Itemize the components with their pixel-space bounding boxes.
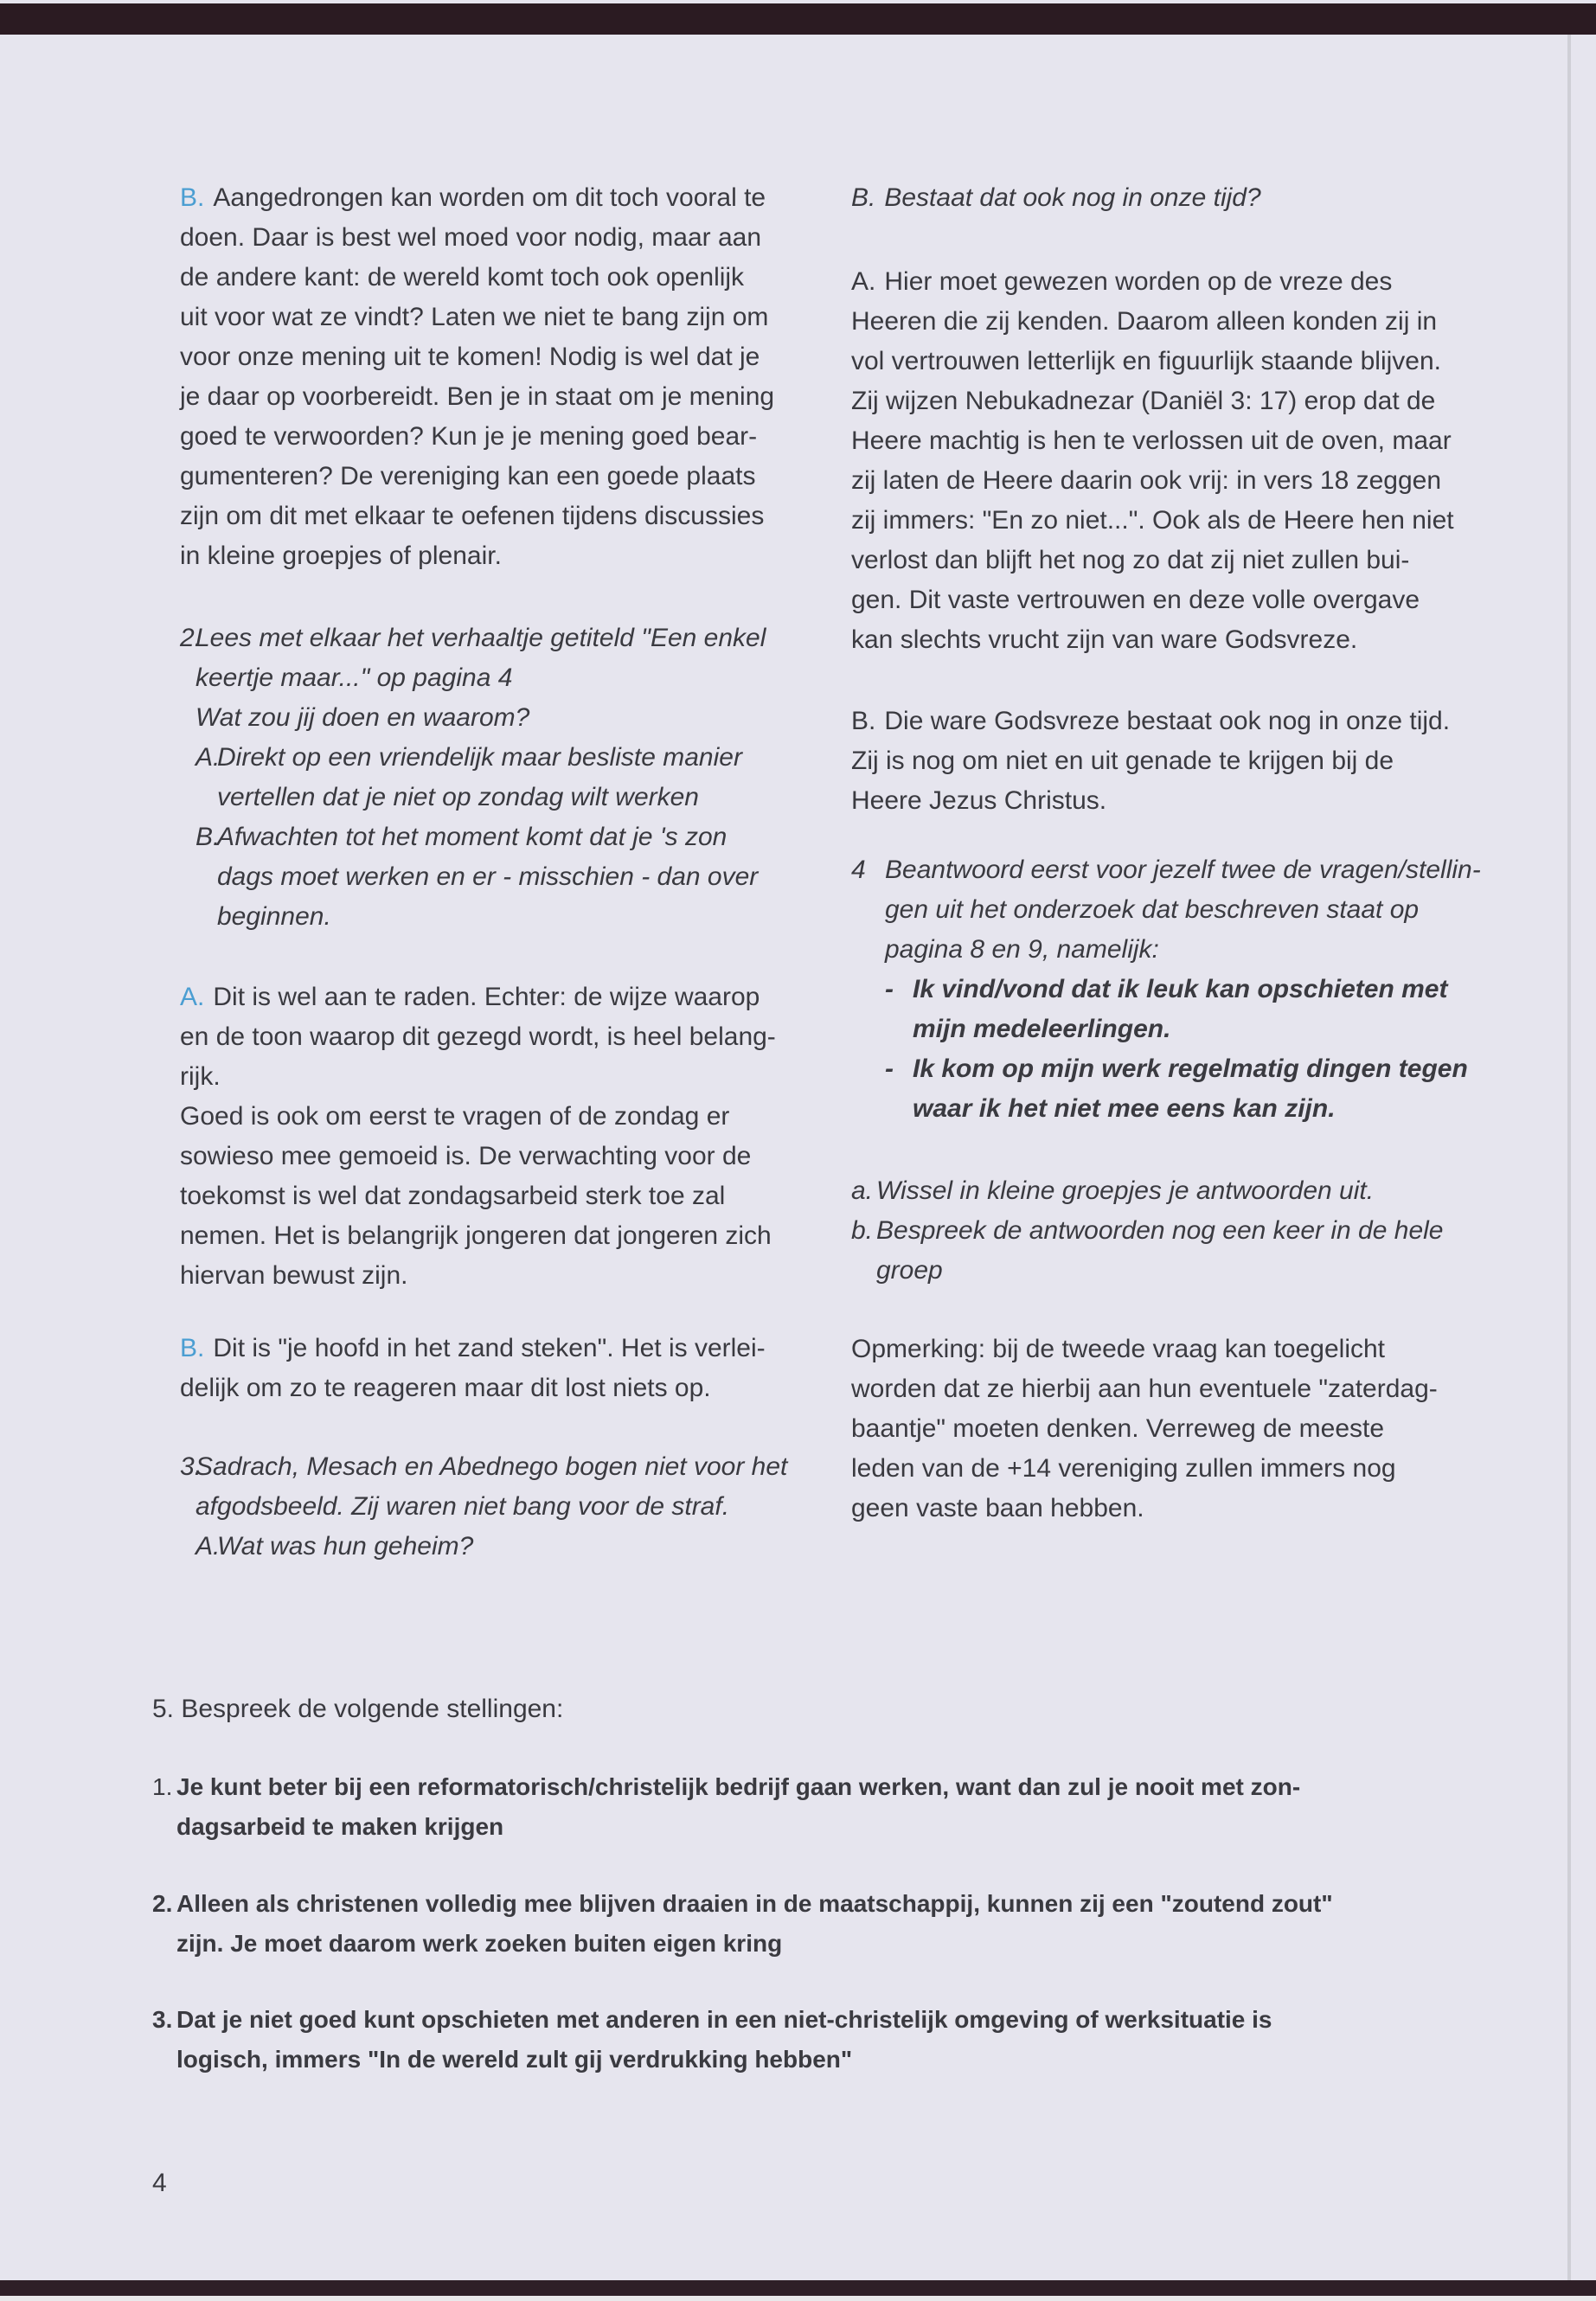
- text-item: [851, 1211, 1474, 1291]
- text-line: zijn om dit met elkaar te oefenen tijdens discussies: [180, 502, 765, 530]
- question-2: [180, 619, 785, 937]
- text-line: gen uit het onderzoek dat beschreven staat op: [885, 895, 1420, 924]
- item-label: 1.: [152, 1773, 173, 1800]
- text-line: [851, 702, 1474, 741]
- text-line: kan slechts vrucht zijn van ware Godsvreze.: [851, 625, 1358, 654]
- text-line: Wat was hun geheim?: [217, 1532, 474, 1561]
- text-item: [180, 1527, 785, 1567]
- item-label: 2.: [152, 1890, 173, 1917]
- text-line: afgodsbeeld. Zij waren niet bang voor de straf.: [195, 1492, 730, 1521]
- text-line: vertellen dat je niet op zondag wilt werken: [217, 783, 699, 811]
- question-4-tasks: [851, 1171, 1474, 1291]
- text-item: [851, 1330, 1474, 1529]
- text-line: [180, 178, 785, 218]
- answer-a-paragraph: [180, 977, 785, 1296]
- text-line: de andere kant: de wereld komt toch ook openlijk: [180, 263, 745, 292]
- text-line: hiervan bewust zijn.: [180, 1261, 408, 1290]
- text-line: pagina 8 en 9, namelijk:: [885, 935, 1159, 964]
- statement-1: [152, 1767, 1450, 1847]
- text-line: Sadrach, Mesach en Abednego bogen niet voor het: [195, 1452, 788, 1481]
- text-item: [152, 2000, 1450, 2080]
- text-line: Alleen als christenen volledig mee blijven draaien in de maatschappij, kunnen zij een "zoutend zout": [176, 1890, 1333, 1917]
- answer-b-right: [851, 702, 1474, 821]
- scan-bottom-strip: [0, 2296, 1596, 2301]
- text-item: [851, 1171, 1474, 1211]
- item-label: A.: [180, 983, 205, 1011]
- text-line: leden van de +14 vereniging zullen immers nog: [851, 1454, 1396, 1483]
- text-line-content: Aangedrongen kan worden om dit toch vooral te: [213, 183, 766, 212]
- page-number: 4: [152, 2169, 167, 2197]
- text-line: geen vaste baan hebben.: [851, 1494, 1144, 1522]
- answer-b-paragraph: [180, 178, 785, 576]
- text-line: sowieso mee gemoeid is. De verwachting voor de: [180, 1142, 752, 1170]
- text-line: toekomst is wel dat zondagsarbeid sterk toe zal: [180, 1182, 726, 1210]
- text-line-content: Die ware Godsvreze bestaat ook nog in onze tijd.: [884, 707, 1451, 735]
- item-label: B.: [195, 823, 221, 851]
- text-item: [851, 702, 1474, 821]
- text-line: vol vertrouwen letterlijk en figuurlijk staande blijven.: [851, 347, 1442, 375]
- text-line: je daar op voorbereidt. Ben je in staat om je mening: [180, 382, 775, 411]
- text-item: [180, 817, 785, 937]
- text-line: waar ik het niet mee eens kan zijn.: [913, 1094, 1336, 1123]
- text-line: logisch, immers "In de wereld zult gij verdrukking hebben": [176, 2046, 853, 2073]
- text-line: 5. Bespreek de volgende stellingen:: [152, 1695, 564, 1723]
- text-item: [152, 1689, 1450, 1729]
- item-label: a.: [851, 1176, 874, 1205]
- text-line: rijk.: [180, 1062, 221, 1091]
- text-line-content: Dit is "je hoofd in het zand steken". Het is verlei-: [213, 1334, 766, 1362]
- text-line: Beantwoord eerst voor jezelf twee de vragen/stellin-: [885, 856, 1481, 884]
- text-item: [180, 977, 785, 1296]
- text-line: groep: [876, 1256, 943, 1285]
- item-label: B.: [180, 183, 205, 212]
- text-item: [180, 178, 785, 576]
- item-label: -: [885, 1054, 894, 1083]
- text-line: Dat je niet goed kunt opschieten met anderen in een niet-christelijk omgeving of werksituatie is: [176, 2006, 1272, 2033]
- text-line: Heeren die zij kenden. Daarom alleen konden zij in: [851, 307, 1438, 336]
- scan-bottom-band: [0, 2280, 1596, 2296]
- text-line: [180, 1329, 785, 1368]
- text-item: [851, 1049, 1474, 1129]
- item-label: 3.: [180, 1452, 202, 1481]
- text-item: [180, 619, 785, 738]
- statement-3: [152, 2000, 1450, 2080]
- page-edge: [1567, 35, 1571, 2280]
- text-line: Direkt op een vriendelijk maar besliste manier: [217, 743, 742, 772]
- question-4: [851, 850, 1481, 1129]
- text-item: [180, 738, 785, 817]
- text-line: [851, 262, 1474, 302]
- text-line: Lees met elkaar het verhaaltje getiteld "Een enkel: [195, 624, 766, 652]
- item-label: 3.: [152, 2006, 173, 2033]
- text-line: en de toon waarop dit gezegd wordt, is heel belang-: [180, 1022, 776, 1051]
- text-line: voor onze mening uit te komen! Nodig is wel dat je: [180, 343, 760, 371]
- remark-paragraph: [851, 1330, 1474, 1529]
- text-item: [180, 1329, 785, 1408]
- text-line: gumenteren? De vereniging kan een goede plaats: [180, 462, 756, 490]
- text-line: uit voor wat ze vindt? Laten we niet te bang zijn om: [180, 303, 769, 331]
- text-line: Bespreek de antwoorden nog een keer in de hele: [876, 1216, 1444, 1245]
- text-line: zijn. Je moet daarom werk zoeken buiten eigen kring: [176, 1930, 783, 1957]
- text-item: [152, 1884, 1450, 1964]
- question-3: [180, 1447, 788, 1567]
- text-item: [851, 178, 1474, 218]
- item-label: B.: [180, 1334, 205, 1362]
- text-line: Heere machtig is hen te verlossen uit de oven, maar: [851, 426, 1452, 455]
- text-line: zij laten de Heere daarin ook vrij: in vers 18 zeggen: [851, 466, 1442, 495]
- answer-b-short: [180, 1329, 785, 1408]
- text-item: [851, 850, 1481, 970]
- text-line: gen. Dit vaste vertrouwen en deze volle overgave: [851, 586, 1420, 614]
- text-line: Zij is nog om niet en uit genade te krijgen bij de: [851, 747, 1394, 775]
- item-label: B.: [851, 707, 876, 735]
- answer-a-right: [851, 262, 1474, 660]
- text-item: [851, 262, 1474, 660]
- item-label: A.: [851, 267, 876, 296]
- text-line: Zij wijzen Nebukadnezar (Daniël 3: 17) erop dat de: [851, 387, 1436, 415]
- text-line: mijn medeleerlingen.: [913, 1015, 1171, 1043]
- text-line: [851, 178, 1474, 218]
- text-line: doen. Daar is best wel moed voor nodig, maar aan: [180, 223, 762, 252]
- text-line: Wat zou jij doen en waarom?: [195, 703, 530, 732]
- text-line: dagsarbeid te maken krijgen: [176, 1813, 504, 1840]
- statement-2: [152, 1884, 1450, 1964]
- question-5: [152, 1689, 1450, 1729]
- text-line: in kleine groepjes of plenair.: [180, 542, 502, 570]
- text-item: [152, 1767, 1450, 1847]
- text-line: Heere Jezus Christus.: [851, 786, 1107, 815]
- text-line: worden dat ze hierbij aan hun eventuele "zaterdag-: [851, 1375, 1438, 1403]
- text-line: zij immers: "En zo niet...". Ook als de Heere hen niet: [851, 506, 1454, 535]
- text-line-content: Dit is wel aan te raden. Echter: de wijze waarop: [213, 983, 760, 1011]
- item-label: A.: [195, 743, 221, 772]
- scan-top-band: [0, 3, 1596, 35]
- text-line: Goed is ook om eerst te vragen of de zondag er: [180, 1102, 730, 1131]
- text-line: Je kunt beter bij een reformatorisch/christelijk bedrijf gaan werken, want dan zul je nooit met zon-: [176, 1773, 1301, 1800]
- text-line: dags moet werken en er - misschien - dan over: [217, 862, 759, 891]
- text-line: Afwachten tot het moment komt dat je 's zon: [217, 823, 727, 851]
- text-line: Wissel in kleine groepjes je antwoorden uit.: [876, 1176, 1375, 1205]
- item-label: A.: [195, 1532, 221, 1561]
- text-line: [180, 977, 785, 1017]
- item-label: 4: [851, 856, 866, 884]
- text-line: keertje maar..." op pagina 4: [195, 663, 513, 692]
- text-line: beginnen.: [217, 902, 331, 931]
- text-line: delijk om zo te reageren maar dit lost niets op.: [180, 1374, 711, 1402]
- text-line: goed te verwoorden? Kun je je mening goed bear-: [180, 422, 758, 451]
- question-b: [851, 178, 1474, 218]
- text-line: Ik kom op mijn werk regelmatig dingen tegen: [913, 1054, 1468, 1083]
- text-item: [851, 970, 1474, 1049]
- text-line: baantje" moeten denken. Verreweg de meeste: [851, 1414, 1385, 1443]
- text-line: Ik vind/vond dat ik leuk kan opschieten met: [913, 975, 1448, 1003]
- text-line-content: Bestaat dat ook nog in onze tijd?: [884, 183, 1261, 212]
- text-line: Opmerking: bij de tweede vraag kan toegelicht: [851, 1335, 1386, 1363]
- item-label: B.: [851, 183, 876, 212]
- text-line: nemen. Het is belangrijk jongeren dat jongeren zich: [180, 1221, 772, 1250]
- text-line-content: Hier moet gewezen worden op de vreze des: [884, 267, 1393, 296]
- item-label: b.: [851, 1216, 874, 1245]
- text-item: [180, 1447, 788, 1527]
- text-line: verlost dan blijft het nog zo dat zij niet zullen bui-: [851, 546, 1410, 574]
- item-label: 2.: [180, 624, 202, 652]
- item-label: -: [885, 975, 894, 1003]
